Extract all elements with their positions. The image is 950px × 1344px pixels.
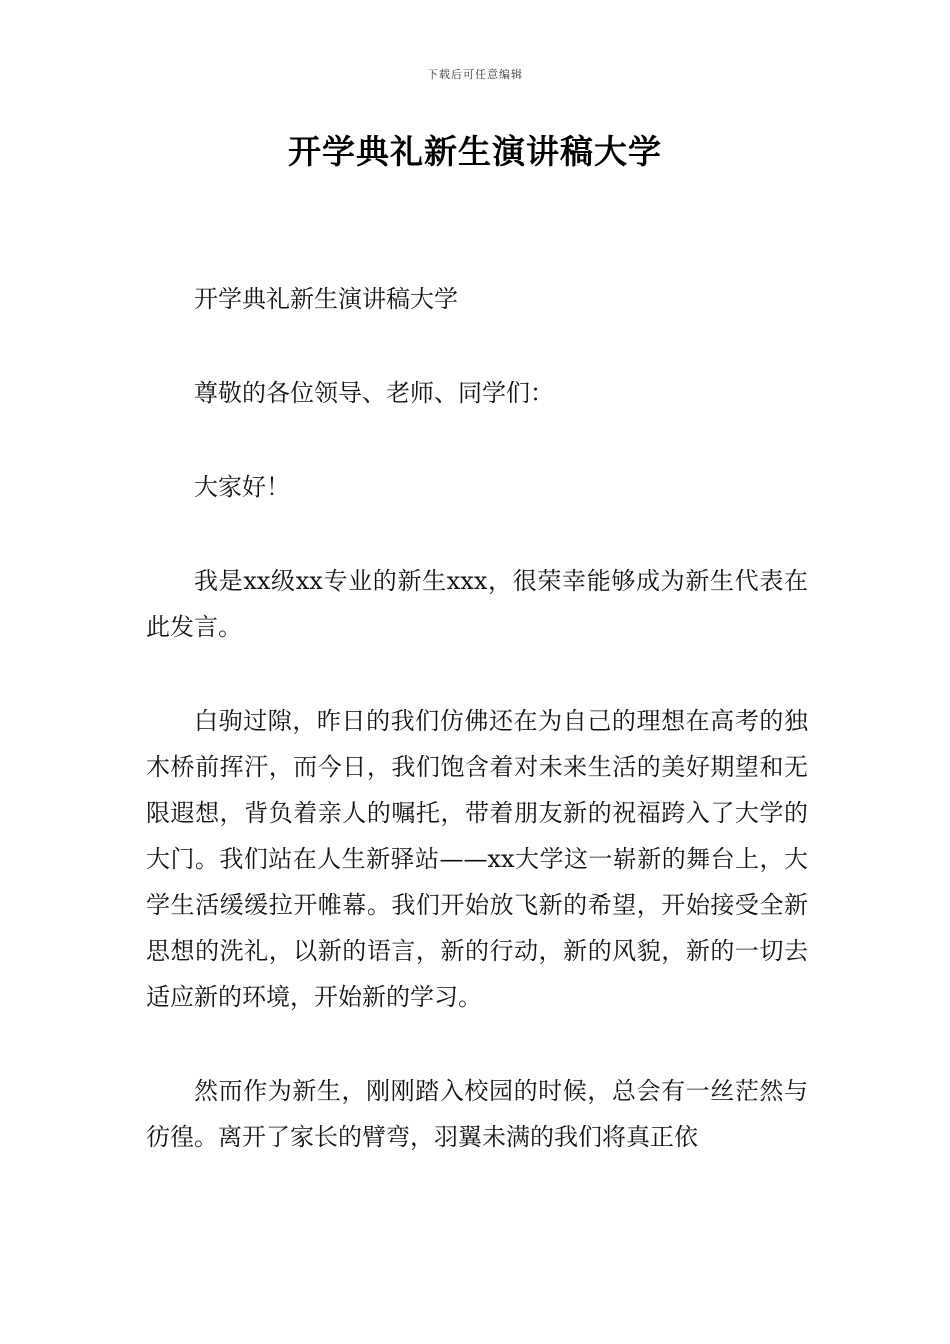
- paragraph-body-1: 白驹过隙，昨日的我们仿佛还在为自己的理想在高考的独木桥前挥汗，而今日，我们饱含着对未来生活的美好期望和无限遐想，背负着亲人的嘱托，带着朋友新的祝福跨入了大学的大门。我们站在人生新驿站——xx大学这一崭新的舞台上，大学生活缓缓拉开帷幕。我们开始放飞新的希望，开始接受全新思想的洗礼，以新的语言，新的行动，新的风貌，新的一切去适应新的环境，开始新的学习。: [146, 707, 808, 1011]
- paragraph-subtitle: 开学典礼新生演讲稿大学: [194, 285, 458, 313]
- paragraph-body-2: 然而作为新生，刚刚踏入校园的时候，总会有一丝茫然与彷徨。离开了家长的臂弯，羽翼未满的我们将真正依: [146, 1077, 808, 1151]
- document-body: [146, 276, 808, 1160]
- paragraph-salutation: 尊敬的各位领导、老师、同学们：: [194, 379, 554, 407]
- document-title: 开学典礼新生演讲稿大学: [288, 132, 662, 171]
- paragraph-introduction: 我是xx级xx专业的新生xxx，很荣幸能够成为新生代表在此发言。: [146, 567, 808, 641]
- header-note: 下载后可任意编辑: [427, 68, 523, 81]
- paragraph-greeting: 大家好！: [194, 473, 290, 501]
